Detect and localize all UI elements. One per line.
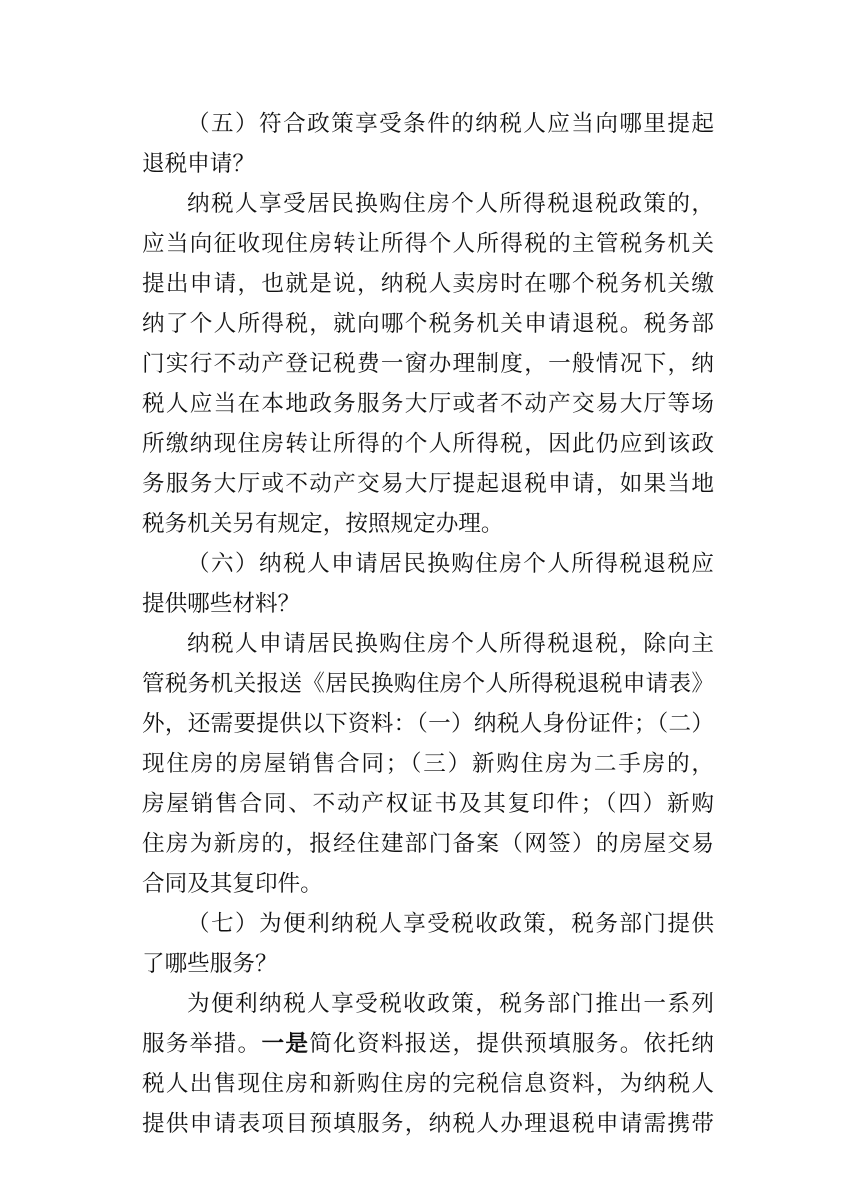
paragraph-line: 外，还需要提供以下资料：（一）纳税人身份证件；（二）	[142, 711, 714, 737]
paragraph-line: 纳了个人所得税，就向哪个税务机关申请退税。税务部	[142, 311, 714, 337]
paragraph-line-with-bold	[142, 1024, 714, 1064]
paragraph-line: 纳税人申请居民换购住房个人所得税退税，除向主	[187, 631, 714, 657]
paragraph-line: 应当向征收现住房转让所得个人所得税的主管税务机关	[142, 231, 714, 257]
heading-section-6-line-2: 提供哪些材料？	[142, 591, 301, 617]
paragraph-line: 为便利纳税人享受税收政策，税务部门推出一系列	[187, 991, 714, 1017]
paragraph-line: 税务机关另有规定，按照规定办理。	[142, 511, 504, 537]
paragraph-line: 门实行不动产登记税费一窗办理制度，一般情况下，纳	[142, 351, 714, 377]
paragraph-line: 合同及其复印件。	[142, 871, 323, 897]
paragraph-line: 提供申请表项目预填服务，纳税人办理退税申请需携带	[142, 1111, 714, 1137]
paragraph-line: 房屋销售合同、不动产权证书及其复印件；（四）新购	[142, 791, 714, 817]
heading-section-7-line-2: 了哪些服务？	[142, 951, 278, 977]
paragraph-line: 税人应当在本地政务服务大厅或者不动产交易大厅等场	[142, 391, 714, 417]
heading-section-5-line-2: 退税申请？	[142, 151, 255, 177]
paragraph-line: 税人出售现住房和新购住房的完税信息资料，为纳税人	[142, 1071, 714, 1097]
paragraph-line: 提出申请，也就是说，纳税人卖房时在哪个税务机关缴	[142, 271, 714, 297]
paragraph-line: 纳税人享受居民换购住房个人所得税退税政策的，	[187, 191, 714, 217]
paragraph-line: 管税务机关报送《居民换购住房个人所得税退税申请表》	[142, 671, 714, 697]
paragraph-line: 务服务大厅或不动产交易大厅提起退税申请，如果当地	[142, 471, 714, 497]
document-body	[142, 104, 714, 1144]
paragraph-line: 所缴纳现住房转让所得的个人所得税，因此仍应到该政	[142, 431, 714, 457]
heading-section-6-line-1: （六）纳税人申请居民换购住房个人所得税退税应	[187, 551, 714, 577]
paragraph-fragment: 服务举措。	[142, 1031, 262, 1057]
heading-section-7-line-1: （七）为便利纳税人享受税收政策，税务部门提供	[187, 911, 714, 937]
bold-emphasis: 一是	[261, 1031, 310, 1057]
paragraph-line: 住房为新房的，报经住建部门备案（网签）的房屋交易	[142, 831, 714, 857]
paragraph-fragment: 简化资料报送，提供预填服务。依托纳	[309, 1031, 715, 1057]
heading-section-5-line-1: （五）符合政策享受条件的纳税人应当向哪里提起	[187, 111, 714, 137]
paragraph-line: 现住房的房屋销售合同；（三）新购住房为二手房的，	[142, 751, 714, 777]
